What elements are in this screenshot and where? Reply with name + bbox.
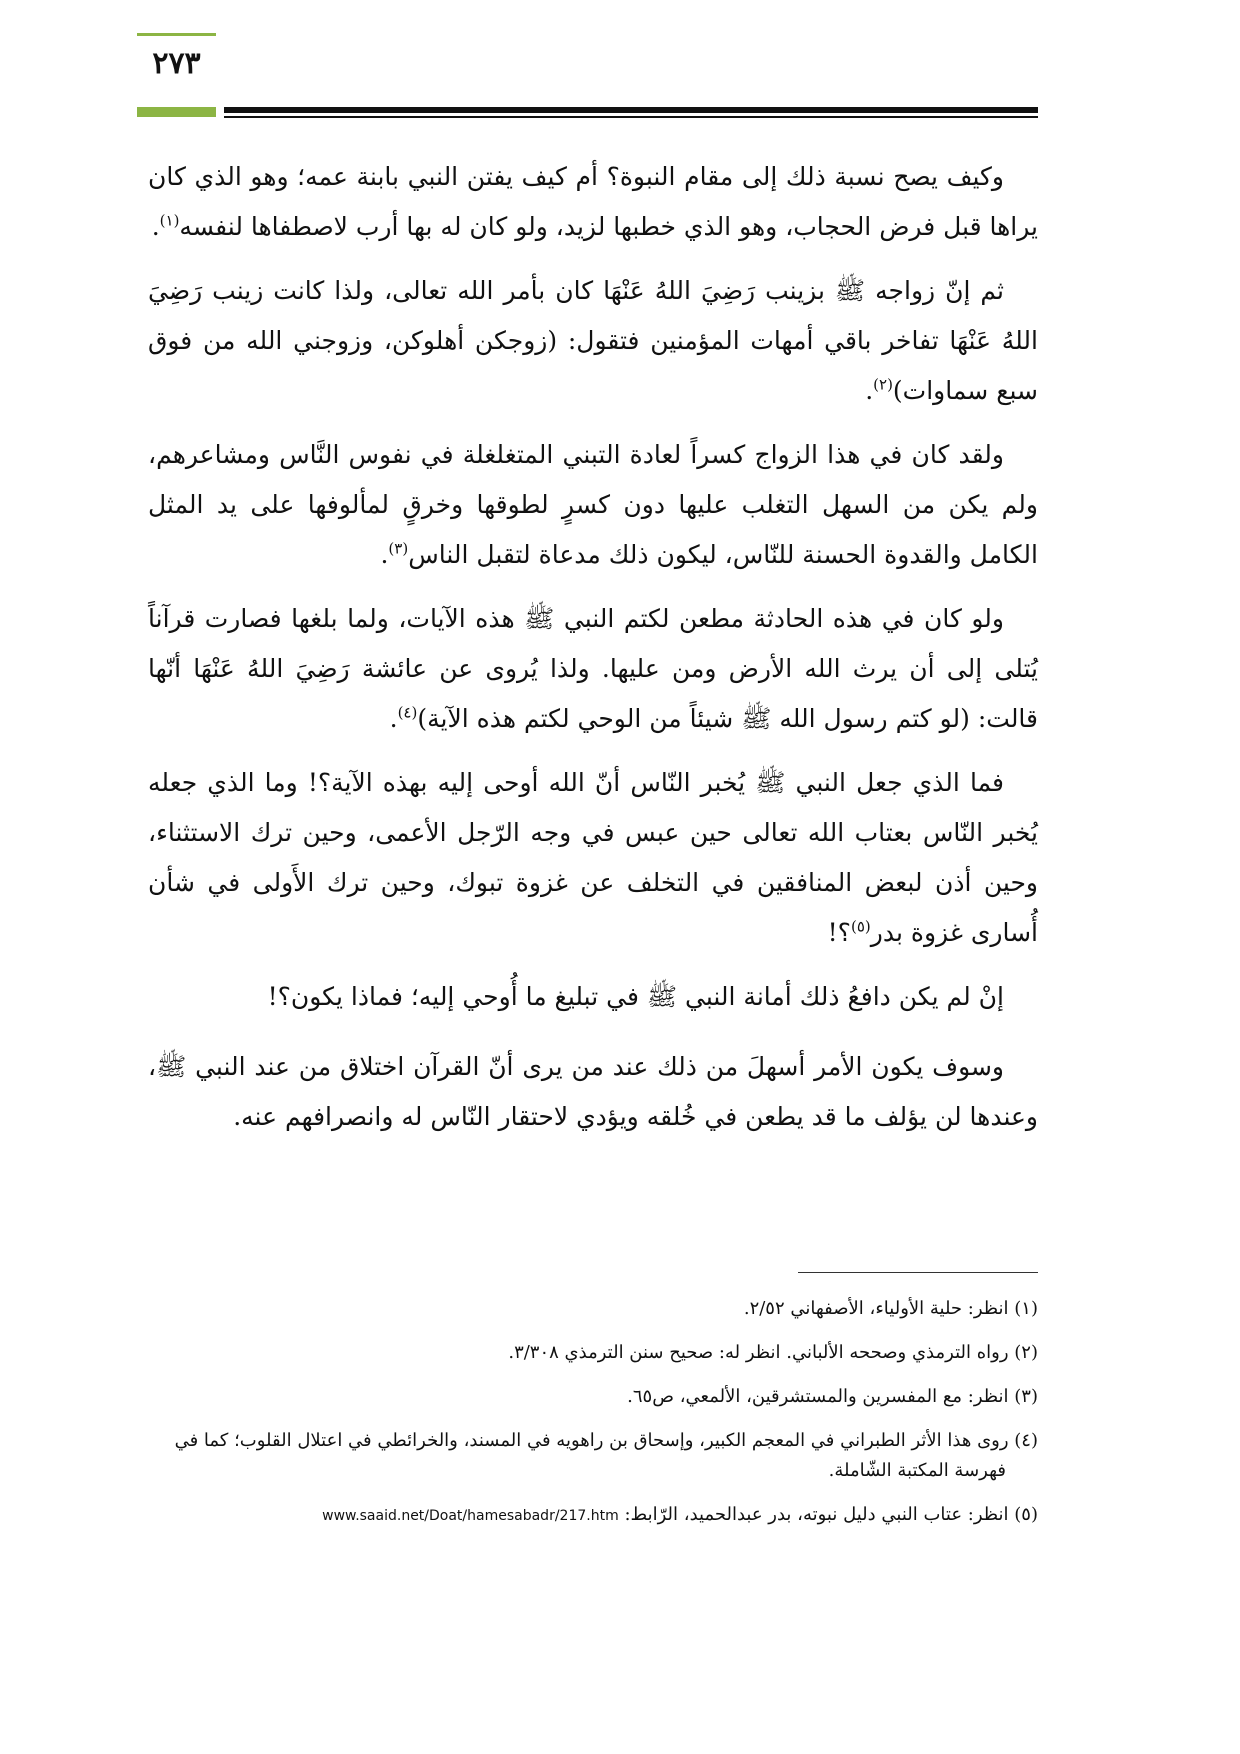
paragraph: إنْ لم يكن دافعُ ذلك أمانة النبي ﷺ في تبليغ ما أُوحي إليه؛ فماذا يكون؟! [267, 982, 1004, 1011]
paragraph: فما الذي جعل النبي ﷺ يُخبر النّاس أنّ الله أوحى إليه بهذه الآية؟! وما الذي جعله يُخبر النّاس بعتاب الله تعالى حين عبس في وجه الرّجل الأعمى، وحين ترك الاستثناء، وحين أذن لبعض المنافقين في التخلف عن غزوة تبوك، وحين ترك الأَولى في شأن أُسارى غزوة بدر$^{(٥)}$؟! [148, 768, 1038, 947]
page-number: ٢٧٣ [152, 46, 201, 81]
header-rule-thin [224, 116, 1038, 118]
paragraph: وكيف يصح نسبة ذلك إلى مقام النبوة؟ أم كيف يفتن النبي بابنة عمه؛ وهو الذي كان يراها قبل فرض الحجاب، وهو الذي خطبها لزيد، ولو كان له بها أرب لاصطفاها لنفسه$^{(١)}$. [148, 162, 1038, 241]
footnote: (٢) رواه الترمذي وصححه الألباني. انظر له: صحيح سنن الترمذي ٣/٣٠٨. [508, 1342, 1038, 1363]
paragraph: ثم إنّ زواجه ﷺ بزينب رَضِيَ اللهُ عَنْهَا كان بأمر الله تعالى، ولذا كانت زينب رَضِيَ اللهُ عَنْهَا تفاخر باقي أمهات المؤمنين فتقول: (زوجكن أهلوكن، وزوجني الله من فوق سبع سماوات)$^{(٢)}$. [148, 276, 1038, 405]
footnote: (٣) انظر: مع المفسرين والمستشرقين، الألمعي، ص٦٥. [627, 1386, 1038, 1407]
paragraph: ولو كان في هذه الحادثة مطعن لكتم النبي ﷺ هذه الآيات، ولما بلغها فصارت قرآناً يُتلى إلى أن يرث الله الأرض ومن عليها. ولذا يُروى عن عائشة رَضِيَ اللهُ عَنْهَا أنّها قالت: (لو كتم رسول الله ﷺ شيئاً من الوحي لكتم هذه الآية)$^{(٤)}$. [148, 604, 1038, 733]
paragraph: ولقد كان في هذا الزواج كسراً لعادة التبني المتغلغلة في نفوس النَّاس ومشاعرهم، ولم يكن من السهل التغلب عليها دون كسرٍ لطوقها وخرقٍ لمألوفها على يد المثل الكامل والقدوة الحسنة للنّاس، ليكون ذلك مدعاة لتقبل الناس$^{(٣)}$. [148, 440, 1038, 569]
footnote-continuation: فهرسة المكتبة الشّاملة. [828, 1460, 1006, 1481]
footnote-ref: (٤) [397, 703, 418, 722]
footnote-link[interactable]: www.saaid.net/Doat/hamesabadr/217.htm [322, 1508, 619, 1524]
footnotes [148, 1294, 1038, 1545]
paragraph: وسوف يكون الأمر أسهلَ من ذلك عند من يرى أنّ القرآن اختلاق من عند النبي ﷺ، وعندها لن يؤلف ما قد يطعن في خُلقه ويؤدي لاحتقار النّاس له وانصرافهم عنه. [148, 1052, 1038, 1131]
footnote-ref: (٥) [850, 917, 871, 936]
header-rule [224, 107, 1038, 113]
main-text [148, 152, 1038, 1156]
footnote-separator [798, 1272, 1038, 1273]
footnote-ref: (٢) [873, 375, 893, 394]
footnote-ref: (٣) [388, 539, 409, 558]
footnote: (٥) انظر: عتاب النبي دليل نبوته، بدر عبدالحميد، الرّابط: www.saaid.net/Doat/hamesabadr/217.htm [322, 1504, 1038, 1525]
header-accent-bar [137, 107, 216, 117]
header-accent-top [137, 33, 216, 36]
footnote-ref: (١) [159, 211, 180, 230]
footnote: (١) انظر: حلية الأولياء، الأصفهاني ٢/٥٢. [743, 1298, 1038, 1319]
footnote: (٤) روى هذا الأثر الطبراني في المعجم الكبير، وإسحاق بن راهويه في المسند، والخرائطي في اعتلال القلوب؛ كما في فهرسة المكتبة الشّاملة. [148, 1426, 1038, 1486]
